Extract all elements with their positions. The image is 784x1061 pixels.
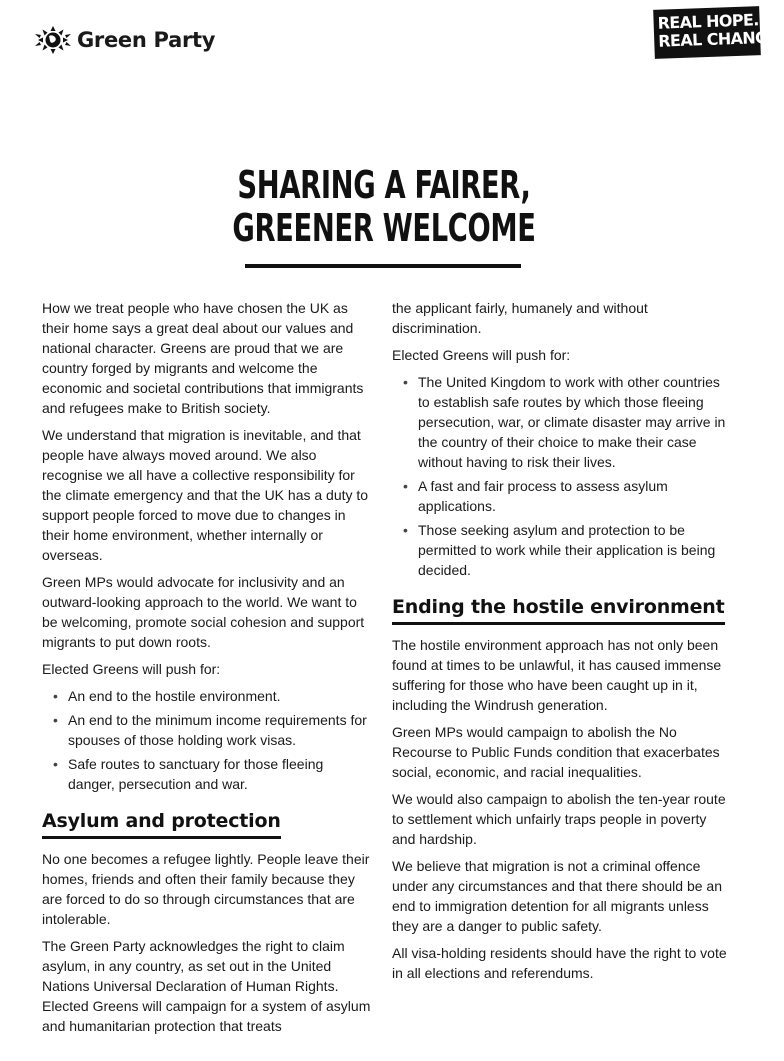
page-title: [108, 164, 661, 250]
continued-paragraph: the applicant fairly, humanely and without discrimination.: [392, 300, 648, 336]
push-intro: Elected Greens will push for:: [42, 661, 221, 677]
list-item: • The United Kingdom to work with other countries to establish safe routes by which those fleeing persecution, war, or climate disaster may arrive in the country of their choice to make their case without having to risk their lives.: [392, 372, 732, 472]
asylum-paragraph-1: No one becomes a refugee lightly. People leave their homes, friends and often their family because they are forced to do so through circumstances that are intolerable.: [42, 851, 370, 927]
hostile-paragraph-1: The hostile environment approach has not only been found at times to be unlawful, it has caused immense suffering for those who have been caught up in it, including the Windrush generation.: [392, 637, 722, 713]
list-item: • An end to the minimum income requirements for spouses of those holding work visas.: [42, 710, 372, 750]
slogan-badge: [653, 6, 784, 59]
hostile-paragraph-3: We would also campaign to abolish the ten-year route to settlement which unfairly traps people in poverty and hardship.: [392, 791, 726, 847]
left-column: [42, 298, 372, 1043]
list-item: • Safe routes to sanctuary for those fleeing danger, persecution and war.: [42, 754, 372, 794]
intro-paragraph-1: How we treat people who have chosen the UK as their home says a great deal about our values and national character. Greens are proud that we are country forged by migrants and welcome the economic and societal contributions that immigrants and refugees make to British society.: [42, 300, 364, 416]
list-item: • An end to the hostile environment.: [42, 686, 372, 706]
intro-paragraph-2: We understand that migration is inevitable, and that people have always moved around. We also recognise we all have a collective responsibility for the climate emergency and that the UK has a duty to support people forced to move due to changes in their home environment, whether internally or overseas.: [42, 427, 369, 563]
push-list: [42, 686, 372, 794]
page-title-line-2: GREENER WELCOME: [232, 206, 536, 250]
push-list: [392, 372, 732, 580]
hostile-paragraph-2: Green MPs would campaign to abolish the No Recourse to Public Funds condition that exacerbates social, economic, and racial inequalities.: [392, 724, 720, 780]
hostile-paragraph-4: We believe that migration is not a criminal offence under any circumstances and that there should be an end to immigration detention for all migrants unless they are a danger to public safety.: [392, 858, 722, 934]
sunflower-earth-icon: [33, 24, 73, 56]
asylum-heading: Asylum and protection: [42, 809, 281, 839]
list-item: • Those seeking asylum and protection to be permitted to work while their application is being decided.: [392, 520, 732, 580]
intro-paragraph-3: Green MPs would advocate for inclusivity and an outward-looking approach to the world. We want to be welcoming, promote social cohesion and support migrants to put down roots.: [42, 574, 365, 650]
right-column: [392, 298, 732, 990]
slogan-line-2: REAL CHANGE.: [657, 27, 784, 51]
hostile-environment-heading: Ending the hostile environment: [392, 595, 725, 625]
push-intro: Elected Greens will push for:: [392, 347, 571, 363]
title-underline: [245, 264, 521, 268]
asylum-paragraph-2: The Green Party acknowledges the right to claim asylum, in any country, as set out in the United Nations Universal Declaration of Human Rights. Elected Greens will campaign for a system of asylum and humanitarian protection that treats: [42, 938, 371, 1034]
green-party-logo: [33, 24, 215, 56]
slogan-line-1: REAL HOPE.: [657, 10, 760, 33]
logo-text: Green Party: [77, 28, 216, 52]
hostile-paragraph-5: All visa-holding residents should have the right to vote in all elections and referendums.: [392, 945, 727, 981]
page-title-line-1: SHARING A FAIRER,: [237, 163, 531, 207]
list-item: • A fast and fair process to assess asylum applications.: [392, 476, 732, 516]
